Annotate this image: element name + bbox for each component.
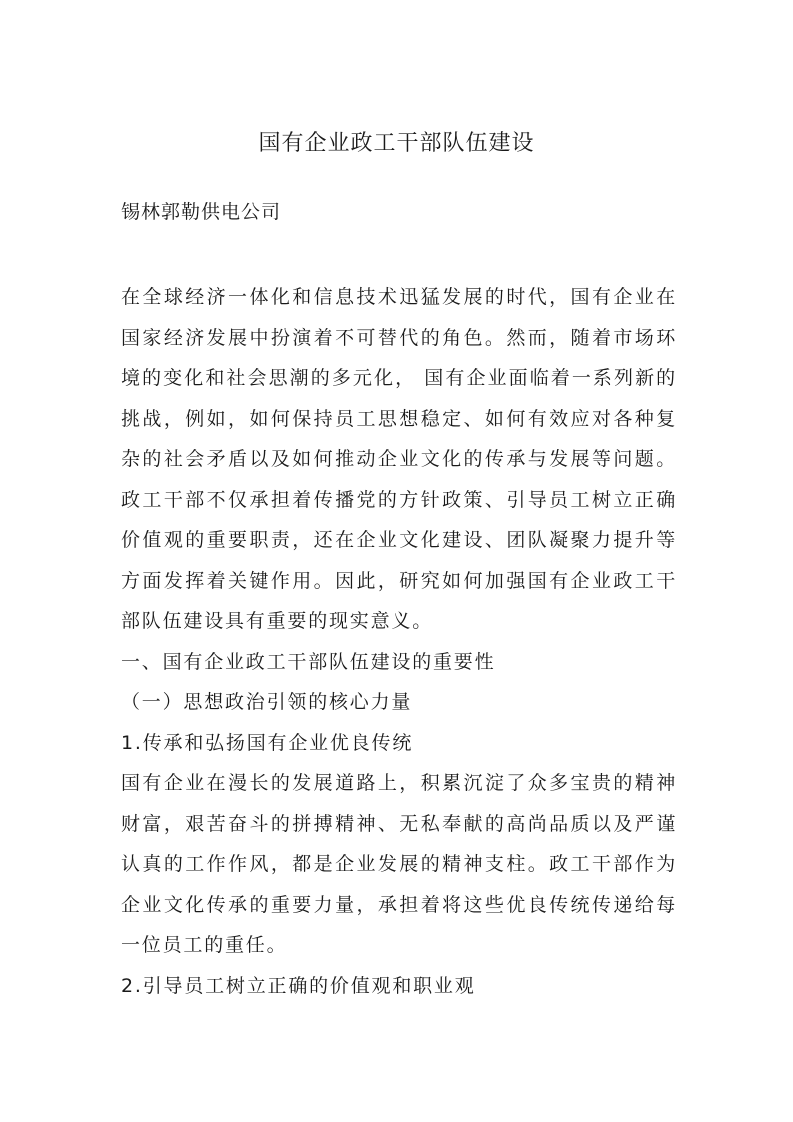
item-heading-1: 1.传承和弘扬国有企业优良传统 xyxy=(121,731,414,754)
item-heading-2: 2.引导员工树立正确的价值观和职业观 xyxy=(121,974,476,997)
item-paragraph-1: 国有企业在漫长的发展道路上，积累沉淀了众多宝贵的精神财富，艰苦奋斗的拼搏精神、无私奉献的高尚品质以及严谨认真的工作作风，都是企业发展的精神支柱。政工干部作为企业文化传承的重要力量，承担着将这些优良传统传递给每一位员工的重任。 xyxy=(121,772,677,956)
document-body xyxy=(121,277,677,1006)
intro-paragraph: 在全球经济一体化和信息技术迅猛发展的时代，国有企业在国家经济发展中扮演着不可替代的角色。然而，随着市场环境的变化和社会思潮的多元化， 国有企业面临着一系列新的挑战，例如，如何保持员工思想稳定、如何有效应对各种复杂的社会矛盾以及如何推动企业文化的传承与发展等问题。政工干部不仅承担着传播党的方针政策、引导员工树立正确价值观的重要职责，还在企业文化建设、团队凝聚力提升等方面发挥着关键作用。因此，研究如何加强国有企业政工干部队伍建设具有重要的现实意义。 xyxy=(121,286,677,632)
subsection-heading: （一）思想政治引领的核心力量 xyxy=(121,691,413,713)
section-heading: 一、国有企业政工干部队伍建设的重要性 xyxy=(121,650,496,673)
document-title: 国有企业政工干部队伍建设 xyxy=(258,131,535,156)
document-author: 锡林郭勒供电公司 xyxy=(121,201,282,223)
